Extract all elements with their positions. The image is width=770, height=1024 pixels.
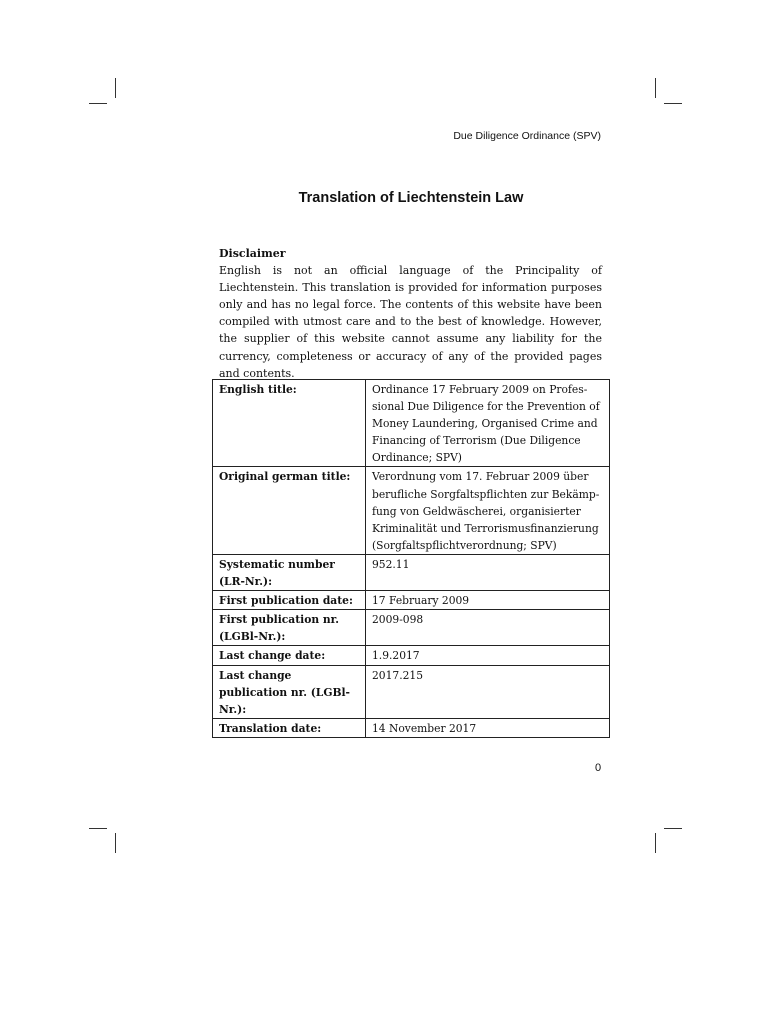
row-value: 952.11 (366, 554, 610, 590)
disclaimer (219, 245, 602, 382)
table-row (213, 718, 610, 737)
running-header: Due Diligence Ordinance (SPV) (453, 130, 601, 142)
table-row (213, 665, 610, 718)
row-value: Verordnung vom 17. Februar 2009 über berufliche Sorgfaltspflichten zur Bekämp-fung von Geldwäscherei, organisierter Kriminalität und Terrorismusfinanzierung (Sorgfaltspflichtverordnung; SPV) (366, 467, 610, 554)
page-number: 0 (595, 762, 602, 774)
table-row (213, 591, 610, 610)
crop-mark (664, 828, 682, 829)
crop-mark (655, 78, 656, 98)
row-value: Ordinance 17 February 2009 on Profes-sional Due Diligence for the Prevention of Money Laundering, Organised Crime and Financing of Terrorism (Due Diligence Ordinance; SPV) (366, 380, 610, 467)
crop-mark (89, 828, 107, 829)
row-value: 17 February 2009 (366, 591, 610, 610)
row-label: First publication nr. (LGBl-Nr.): (213, 610, 366, 646)
table-row (213, 554, 610, 590)
disclaimer-heading: Disclaimer (219, 247, 286, 260)
table-row (213, 380, 610, 467)
row-value: 2009-098 (366, 610, 610, 646)
law-metadata-table (212, 379, 610, 738)
crop-mark (89, 103, 107, 104)
row-label: Original german title: (213, 467, 366, 554)
row-label: Systematic number (LR-Nr.): (213, 554, 366, 590)
document-title: Translation of Liechtenstein Law (298, 190, 524, 206)
row-label: English title: (213, 380, 366, 467)
row-label: Last change publication nr. (LGBl-Nr.): (213, 665, 366, 718)
disclaimer-text: English is not an official language of the Principality of Liechtenstein. This translation is provided for information purposes only and has no legal force. The contents of this website have been compiled with utmost care and to the best of knowledge. However, the supplier of this website cannot assume any liability for the currency, completeness or accuracy of any of the provided pages and contents. (219, 264, 602, 380)
row-value: 1.9.2017 (366, 646, 610, 665)
crop-mark (664, 103, 682, 104)
row-value: 14 November 2017 (366, 718, 610, 737)
crop-mark (115, 833, 116, 853)
table-row (213, 646, 610, 665)
table-row (213, 467, 610, 554)
row-label: First publication date: (213, 591, 366, 610)
table-row (213, 610, 610, 646)
row-value: 2017.215 (366, 665, 610, 718)
crop-mark (655, 833, 656, 853)
row-label: Last change date: (213, 646, 366, 665)
crop-mark (115, 78, 116, 98)
row-label: Translation date: (213, 718, 366, 737)
